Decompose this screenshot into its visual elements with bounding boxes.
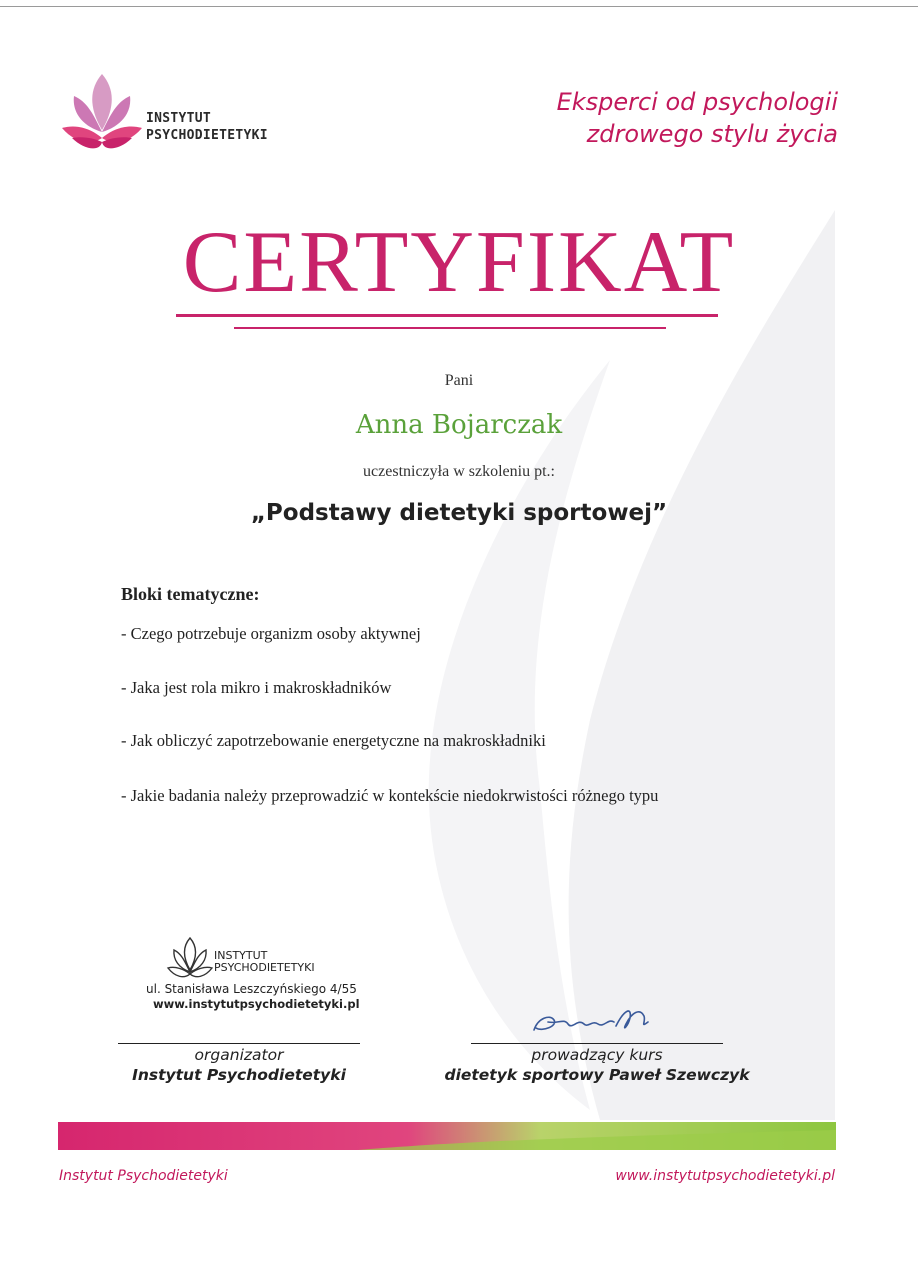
topic-item: - Czego potrzebuje organizm osoby aktywnej (121, 624, 421, 643)
tagline (557, 86, 838, 150)
instructor-role: prowadzący kurs (531, 1046, 663, 1064)
stamp-website: www.instytutpsychodietetyki.pl (153, 997, 360, 1011)
lotus-icon (60, 72, 144, 152)
logo-text (146, 110, 268, 144)
topic-item: - Jakie badania należy przeprowadzić w kontekście niedokrwistości różnego typu (121, 786, 659, 805)
course-title: „Podstawy dietetyki sportowej” (250, 500, 668, 526)
salutation: Pani (444, 372, 474, 389)
stamp-line-1: INSTYTUT (214, 949, 268, 962)
institute-stamp (140, 936, 360, 1020)
footer-institute-name: Instytut Psychodietetyki (59, 1168, 228, 1184)
title-underline-thin (234, 327, 666, 329)
topic-item: - Jak obliczyć zapotrzebowanie energetyczne na makroskładniki (121, 731, 546, 750)
topic-item: - Jaka jest rola mikro i makroskładników (121, 678, 392, 697)
tagline-line-2: zdrowego stylu życia (586, 120, 838, 148)
footer-website[interactable]: www.instytutpsychodietetyki.pl (615, 1168, 835, 1184)
logo-line-2: PSYCHODIETETYKI (146, 128, 268, 143)
organizer-signature-line (118, 1043, 360, 1044)
topics-heading: Bloki tematyczne: (121, 584, 260, 604)
instructor-name: dietetyk sportowy Paweł Szewczyk (444, 1066, 750, 1084)
decorative-color-band (58, 1122, 836, 1150)
organizer-role: organizator (194, 1046, 284, 1064)
stamp-lotus-icon (166, 936, 214, 982)
recipient-name: Anna Bojarczak (355, 410, 563, 440)
certificate-title: CERTYFIKAT (182, 214, 736, 311)
handwritten-signature (528, 1000, 658, 1040)
stamp-institute-name (214, 950, 315, 974)
logo-line-1: INSTYTUT (146, 111, 212, 126)
stamp-line-2: PSYCHODIETETYKI (214, 961, 315, 974)
institute-logo (60, 72, 300, 152)
organizer-name: Instytut Psychodietetyki (132, 1066, 346, 1084)
instructor-signature-line (471, 1043, 723, 1044)
stamp-address: ul. Stanisława Leszczyńskiego 4/55 (146, 982, 357, 996)
title-underline-thick (176, 314, 718, 317)
tagline-line-1: Eksperci od psychologii (556, 88, 838, 116)
participation-text: uczestniczyła w szkoleniu pt.: (363, 463, 555, 480)
